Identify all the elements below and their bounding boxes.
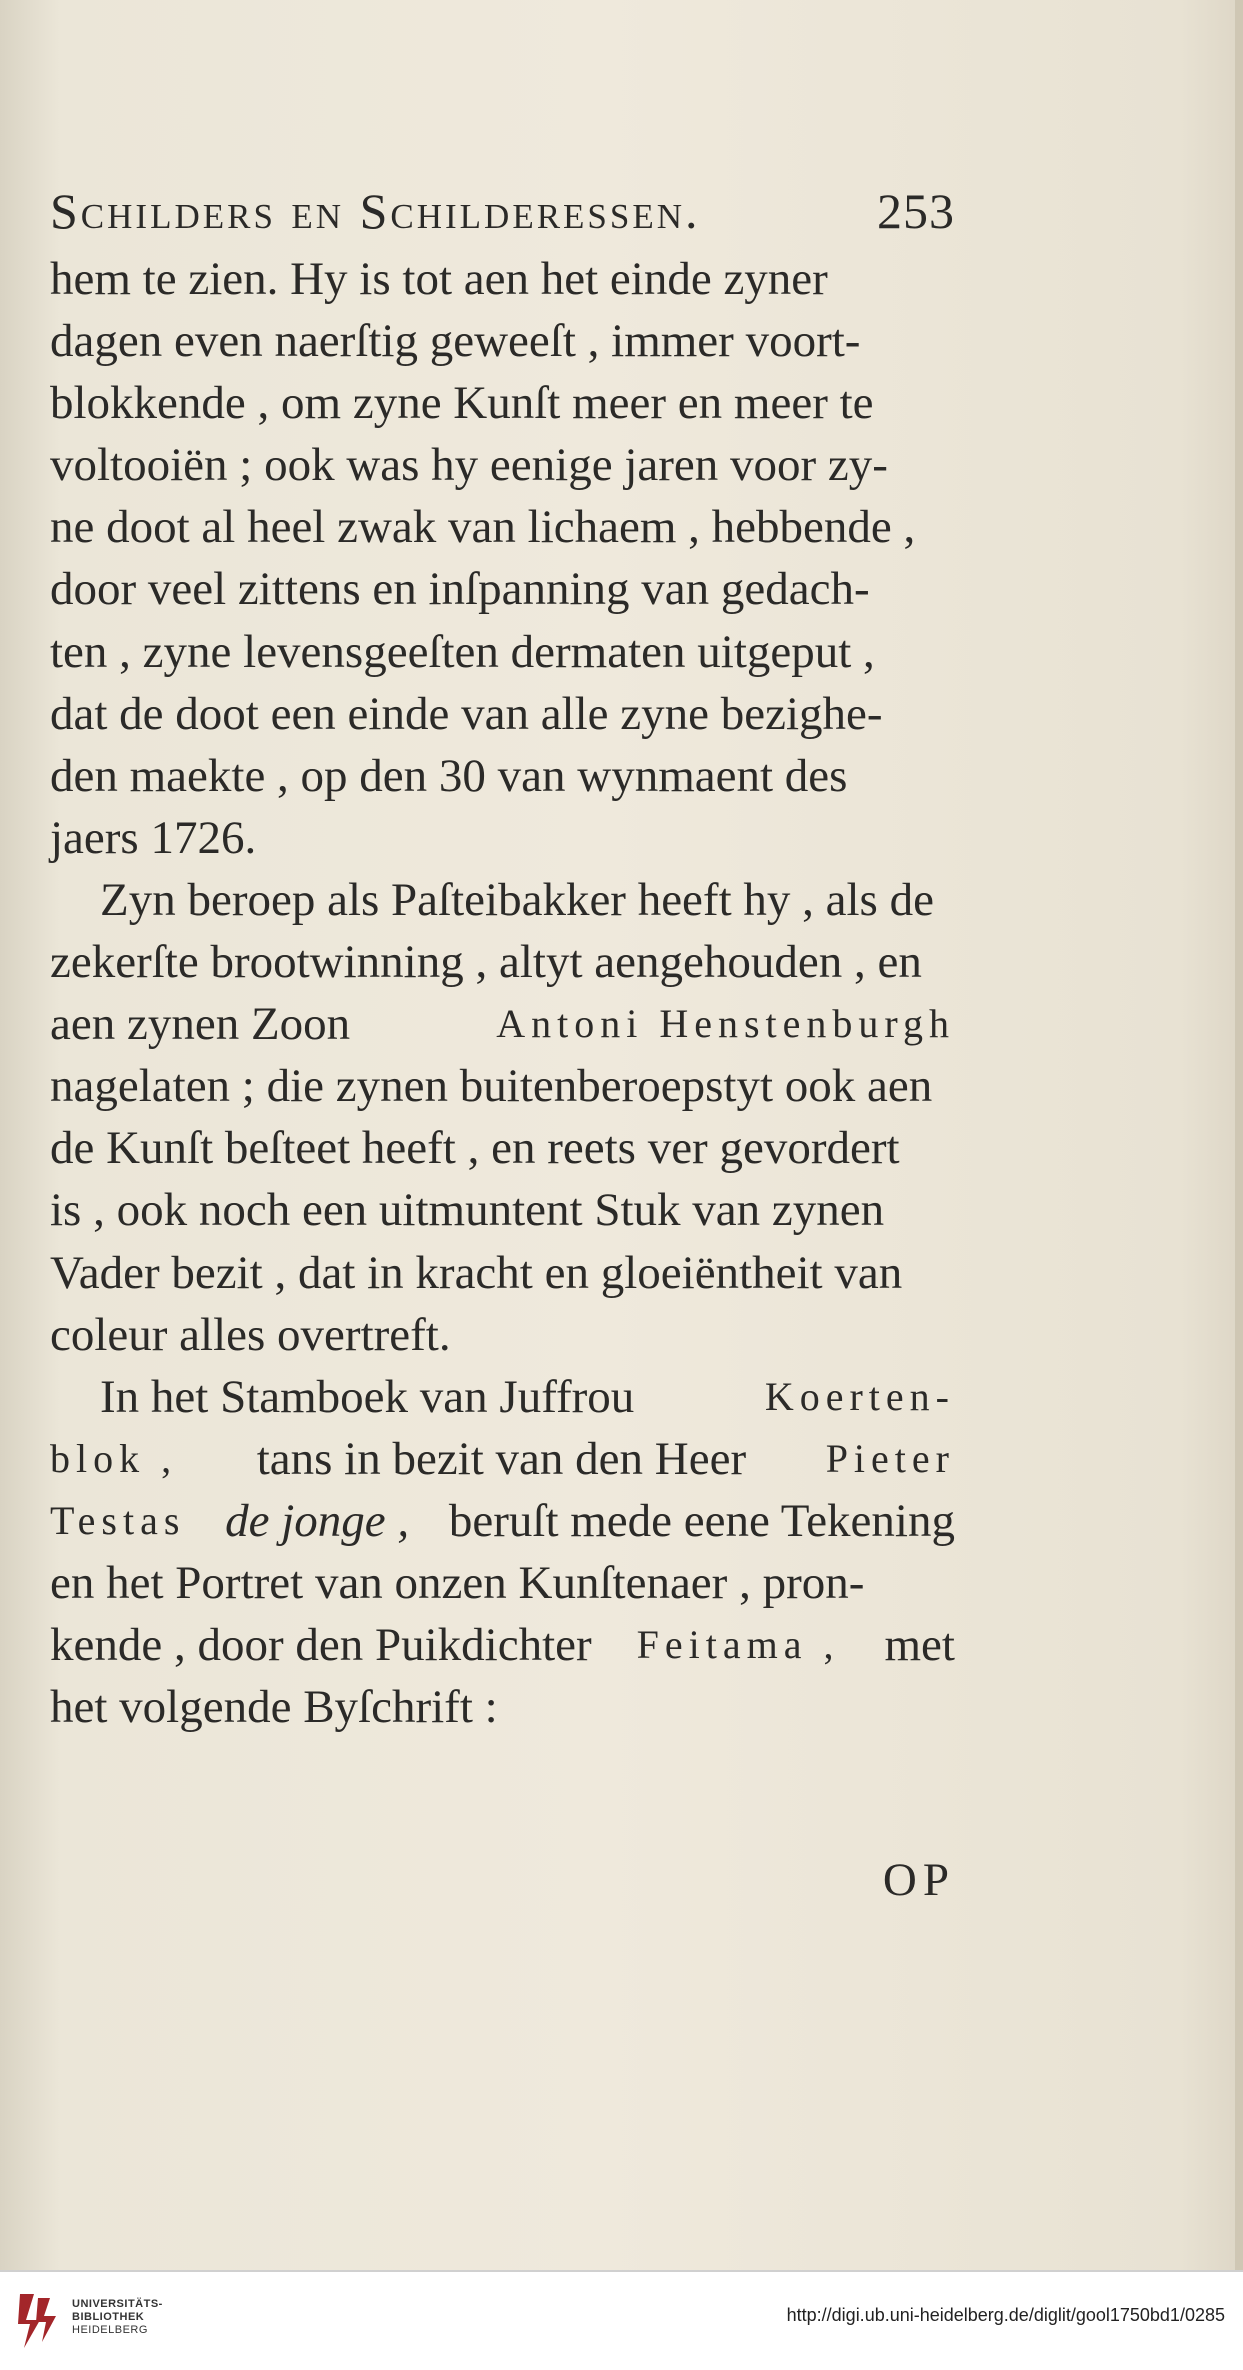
person-name: blok , bbox=[50, 1435, 178, 1481]
text-fragment: tans in bezit van den Heer bbox=[256, 1432, 747, 1485]
text-line: door veel zittens en inſpanning van gedach- bbox=[50, 563, 870, 616]
library-footer bbox=[0, 2270, 1243, 2370]
text-fragment: In het Stamboek van Juffrou bbox=[100, 1370, 635, 1423]
text-line: en het Portret van onzen Kunſtenaer , pron- bbox=[50, 1556, 865, 1609]
text-line: dagen even naerſtig geweeſt , immer voort- bbox=[50, 315, 861, 368]
text-line: ne doot al heel zwak van lichaem , hebbende , bbox=[50, 501, 916, 554]
library-logo-icon bbox=[14, 2290, 62, 2352]
text-line: zekerſte brootwinning , altyt aengehouden , en bbox=[50, 936, 922, 989]
text-line bbox=[50, 1490, 955, 1552]
person-name: Pieter bbox=[825, 1435, 955, 1481]
text-line: hem te zien. Hy is tot aen het einde zyner bbox=[50, 253, 828, 305]
source-url-link[interactable]: http://digi.ub.uni-heidelberg.de/diglit/gool1750bd1/0285 bbox=[786, 2305, 1225, 2325]
text-fragment: kende , door den Puikdichter bbox=[50, 1619, 592, 1672]
header-title: Schilders en Schilderessen. bbox=[50, 183, 701, 239]
person-name: Antoni Henstenburgh bbox=[496, 1001, 955, 1047]
person-name: Feitama , bbox=[636, 1622, 840, 1668]
text-line: coleur alles overtreft. bbox=[50, 1308, 451, 1361]
text-line bbox=[50, 1366, 955, 1428]
text-fragment: beruſt mede eene Tekening bbox=[448, 1494, 955, 1547]
body-text bbox=[50, 248, 955, 1738]
text-line bbox=[50, 1428, 955, 1490]
text-line: Vader bezit , dat in kracht en gloeiëntheit van bbox=[50, 1246, 903, 1299]
library-name-line: UNIVERSITÄTS- bbox=[72, 2298, 163, 2310]
text-fragment: aen zynen Zoon bbox=[50, 998, 351, 1051]
text-line: den maekte , op den 30 van wynmaent des bbox=[50, 749, 848, 802]
text-line bbox=[50, 993, 955, 1055]
text-line: dat de doot een einde van alle zyne bezighe- bbox=[50, 687, 883, 740]
text-line: voltooiën ; ook was hy eenige jaren voor zy- bbox=[50, 439, 888, 492]
person-name: Testas bbox=[50, 1497, 186, 1543]
text-line: Zyn beroep als Paſteibakker heeft hy , als de bbox=[100, 873, 934, 926]
text-line: jaers 1726. bbox=[50, 811, 257, 864]
library-name-line: HEIDELBERG bbox=[72, 2324, 148, 2336]
text-line: het volgende Byſchrift : bbox=[50, 1681, 498, 1734]
library-name bbox=[72, 2298, 163, 2337]
text-line: is , ook noch een uitmuntent Stuk van zynen bbox=[50, 1184, 885, 1237]
text-line: nagelaten ; die zynen buitenberoepstyt ook aen bbox=[50, 1060, 933, 1113]
text-line bbox=[50, 1614, 955, 1676]
text-line: ten , zyne levensgeeſten dermaten uitgeput , bbox=[50, 625, 875, 678]
running-header bbox=[50, 182, 955, 240]
page-number: 253 bbox=[877, 183, 955, 239]
catchword: OP bbox=[882, 1854, 955, 1906]
italic-phrase: de jonge , bbox=[225, 1494, 410, 1547]
text-fragment: met bbox=[884, 1619, 955, 1672]
text-line: blokkende , om zyne Kunſt meer en meer te bbox=[50, 377, 874, 430]
person-name: Koerten- bbox=[764, 1373, 955, 1419]
text-line: de Kunſt beſteet heeft , en reets ver gevordert bbox=[50, 1122, 900, 1175]
page-edge bbox=[1235, 0, 1243, 2270]
library-name-line: BIBLIOTHEK bbox=[72, 2311, 145, 2323]
